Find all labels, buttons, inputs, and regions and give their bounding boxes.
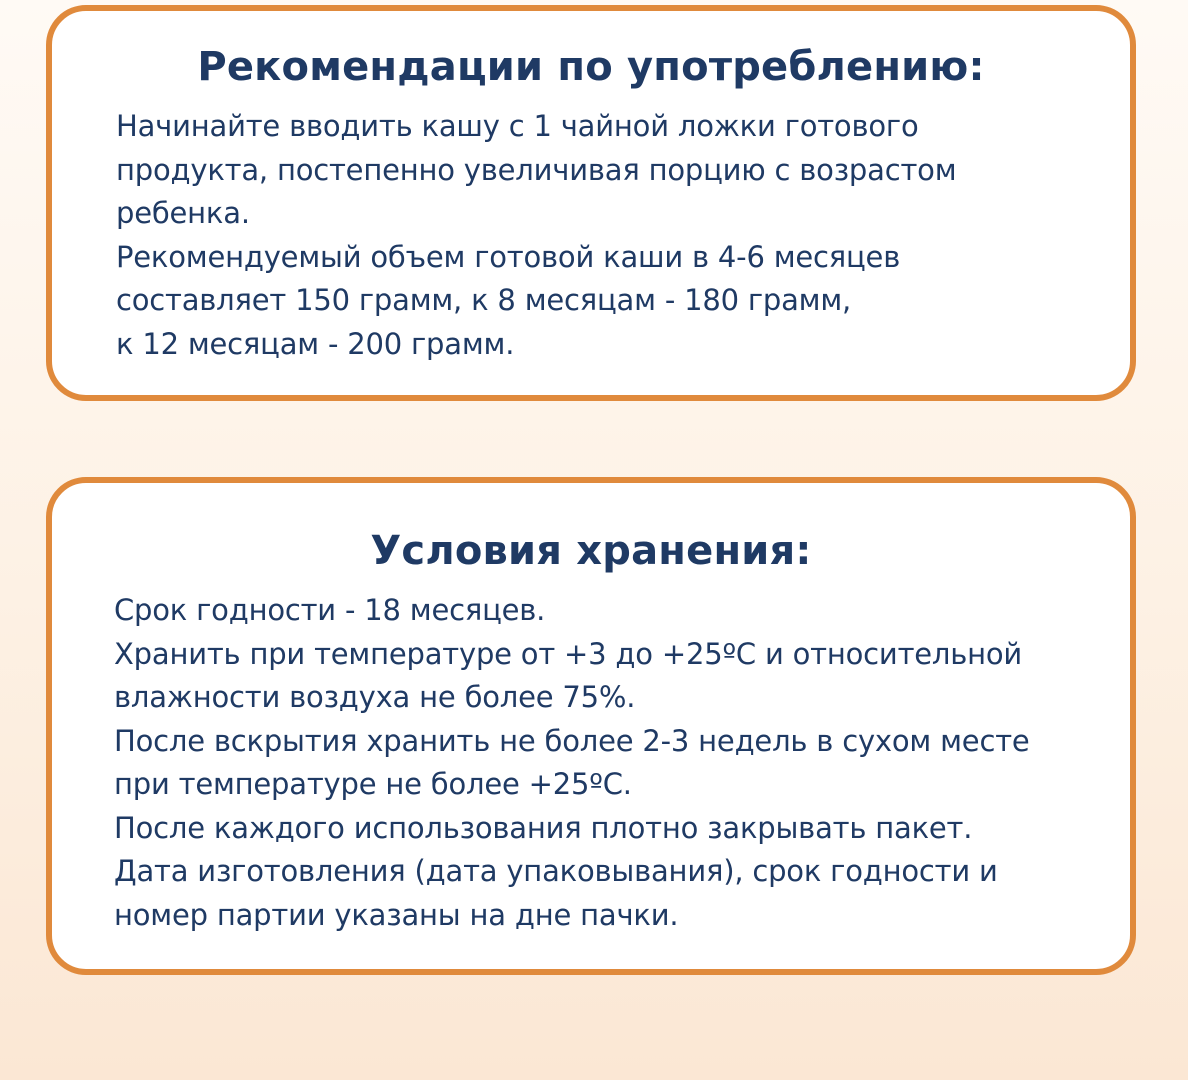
storage-line: Дата изготовления (дата упаковывания), срок годности и xyxy=(114,854,998,888)
usage-line: Начинайте вводить кашу с 1 чайной ложки готового xyxy=(116,109,919,143)
storage-title: Условия хранения: xyxy=(370,528,812,574)
storage-line: После каждого использования плотно закрывать пакет. xyxy=(114,810,973,845)
storage-conditions-card xyxy=(46,477,1136,975)
usage-recommendations-card xyxy=(46,5,1136,401)
usage-title: Рекомендации по употреблению: xyxy=(197,44,985,90)
storage-line: номер партии указаны на дне пачки. xyxy=(114,897,679,932)
storage-line: Хранить при температуре от +3 до +25ºС и относительной xyxy=(114,636,1023,671)
usage-line: составляет 150 грамм, к 8 месяцам - 180 грамм, xyxy=(116,283,852,317)
usage-line: к 12 месяцам - 200 грамм. xyxy=(116,326,515,361)
storage-line: Срок годности - 18 месяцев. xyxy=(114,593,546,627)
usage-text xyxy=(52,105,1130,366)
storage-line: После вскрытия хранить не более 2-3 недель в сухом месте xyxy=(114,723,1030,758)
usage-line: Рекомендуемый объем готовой каши в 4-6 месяцев xyxy=(116,239,901,274)
storage-line: при температуре не более +25ºС. xyxy=(114,767,632,801)
storage-line: влажности воздуха не более 75%. xyxy=(114,680,636,714)
usage-line: ребенка. xyxy=(116,196,250,230)
storage-text xyxy=(52,589,1130,937)
usage-line: продукта, постепенно увеличивая порцию с возрастом xyxy=(116,152,957,187)
